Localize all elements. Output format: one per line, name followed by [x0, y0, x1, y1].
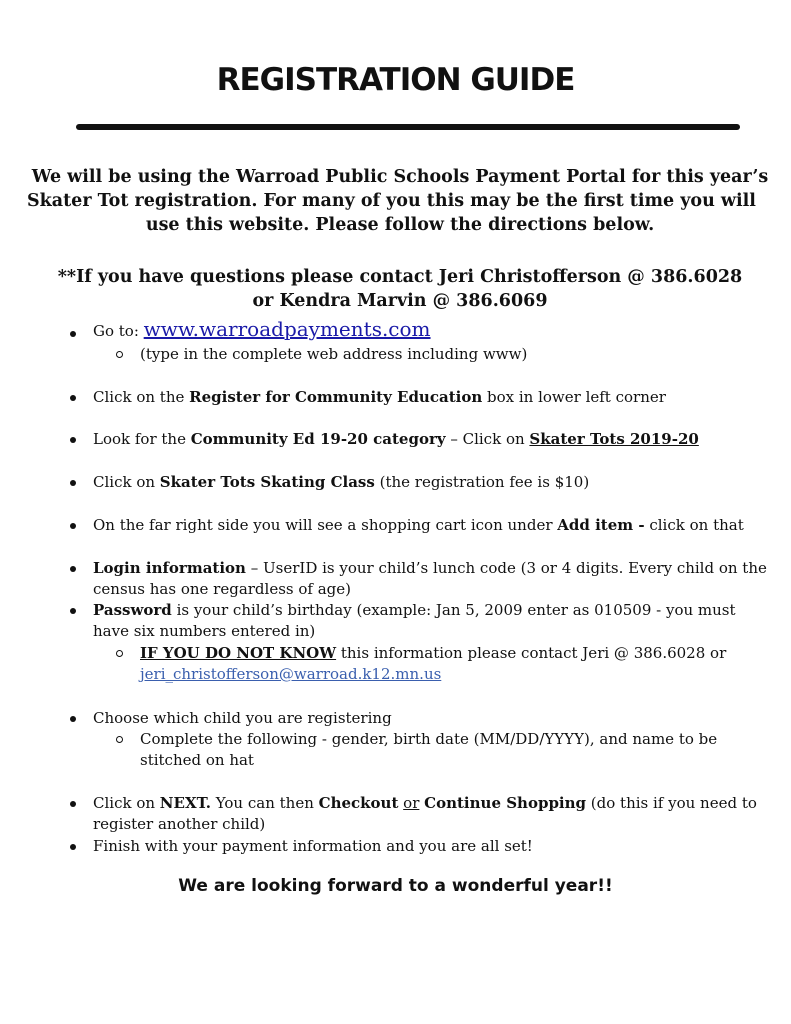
bullet	[70, 608, 76, 614]
step-register: Click on the Register for Community Education box in lower left corner	[93, 388, 666, 406]
bullet	[70, 801, 76, 807]
email-link[interactable]: jeri_christofferson@warroad.k12.mn.us	[140, 665, 442, 683]
bullet	[70, 395, 76, 401]
page-title: REGISTRATION GUIDE	[216, 62, 575, 98]
contact-info	[20, 265, 780, 313]
bullet	[70, 480, 76, 486]
intro-paragraph	[20, 165, 780, 237]
intro-line: use this website. Please follow the directions below.	[145, 215, 655, 235]
step-next: Click on NEXT. You can then Checkout or Continue Shopping (do this if you need to register another child)	[93, 794, 757, 833]
bullet	[70, 844, 76, 850]
sub-bullet	[116, 650, 123, 657]
step-class: Click on Skater Tots Skating Class (the registration fee is $10)	[93, 473, 590, 491]
contact-line: **If you have questions please contact Jeri Christofferson @ 386.6028	[57, 267, 743, 287]
step-password: Password is your child’s birthday (example: Jan 5, 2009 enter as 010509 - you must have six numbers entered in)	[93, 601, 736, 640]
bullet	[70, 716, 76, 722]
step-goto-note: (type in the complete web address including www)	[140, 345, 528, 363]
contact-line: or Kendra Marvin @ 386.6069	[252, 291, 548, 311]
step-finish: Finish with your payment information and you are all set!	[93, 837, 533, 855]
step-child-note: Complete the following - gender, birth date (MM/DD/YYYY), and name to be stitched on hat	[140, 730, 718, 769]
step-password-note: IF YOU DO NOT KNOW this information please contact Jeri @ 386.6028 or jeri_christofferson@warroad.k12.mn.us	[140, 644, 727, 683]
bullet	[70, 331, 76, 337]
step-cart: On the far right side you will see a shopping cart icon under Add item - click on that	[93, 516, 744, 534]
bullet	[70, 523, 76, 529]
bullet	[70, 437, 76, 443]
step-login: Login information – UserID is your child’s lunch code (3 or 4 digits. Every child on the census has one regardless of age)	[93, 559, 767, 598]
sub-bullet	[116, 736, 123, 743]
bullet	[70, 566, 76, 572]
intro-line: Skater Tot registration. For many of you this may be the first time you will	[27, 191, 756, 211]
sub-bullet	[116, 351, 123, 358]
step-child: Choose which child you are registering	[93, 709, 392, 727]
step-goto: Go to: www.warroadpayments.com	[93, 317, 431, 341]
intro-line: We will be using the Warroad Public Schools Payment Portal for this year’s	[31, 167, 769, 187]
step-category: Look for the Community Ed 19-20 category – Click on Skater Tots 2019-20	[93, 430, 699, 448]
website-link[interactable]: www.warroadpayments.com	[143, 317, 431, 341]
closing-message: We are looking forward to a wonderful year!!	[178, 876, 613, 896]
title-underline	[76, 124, 740, 130]
